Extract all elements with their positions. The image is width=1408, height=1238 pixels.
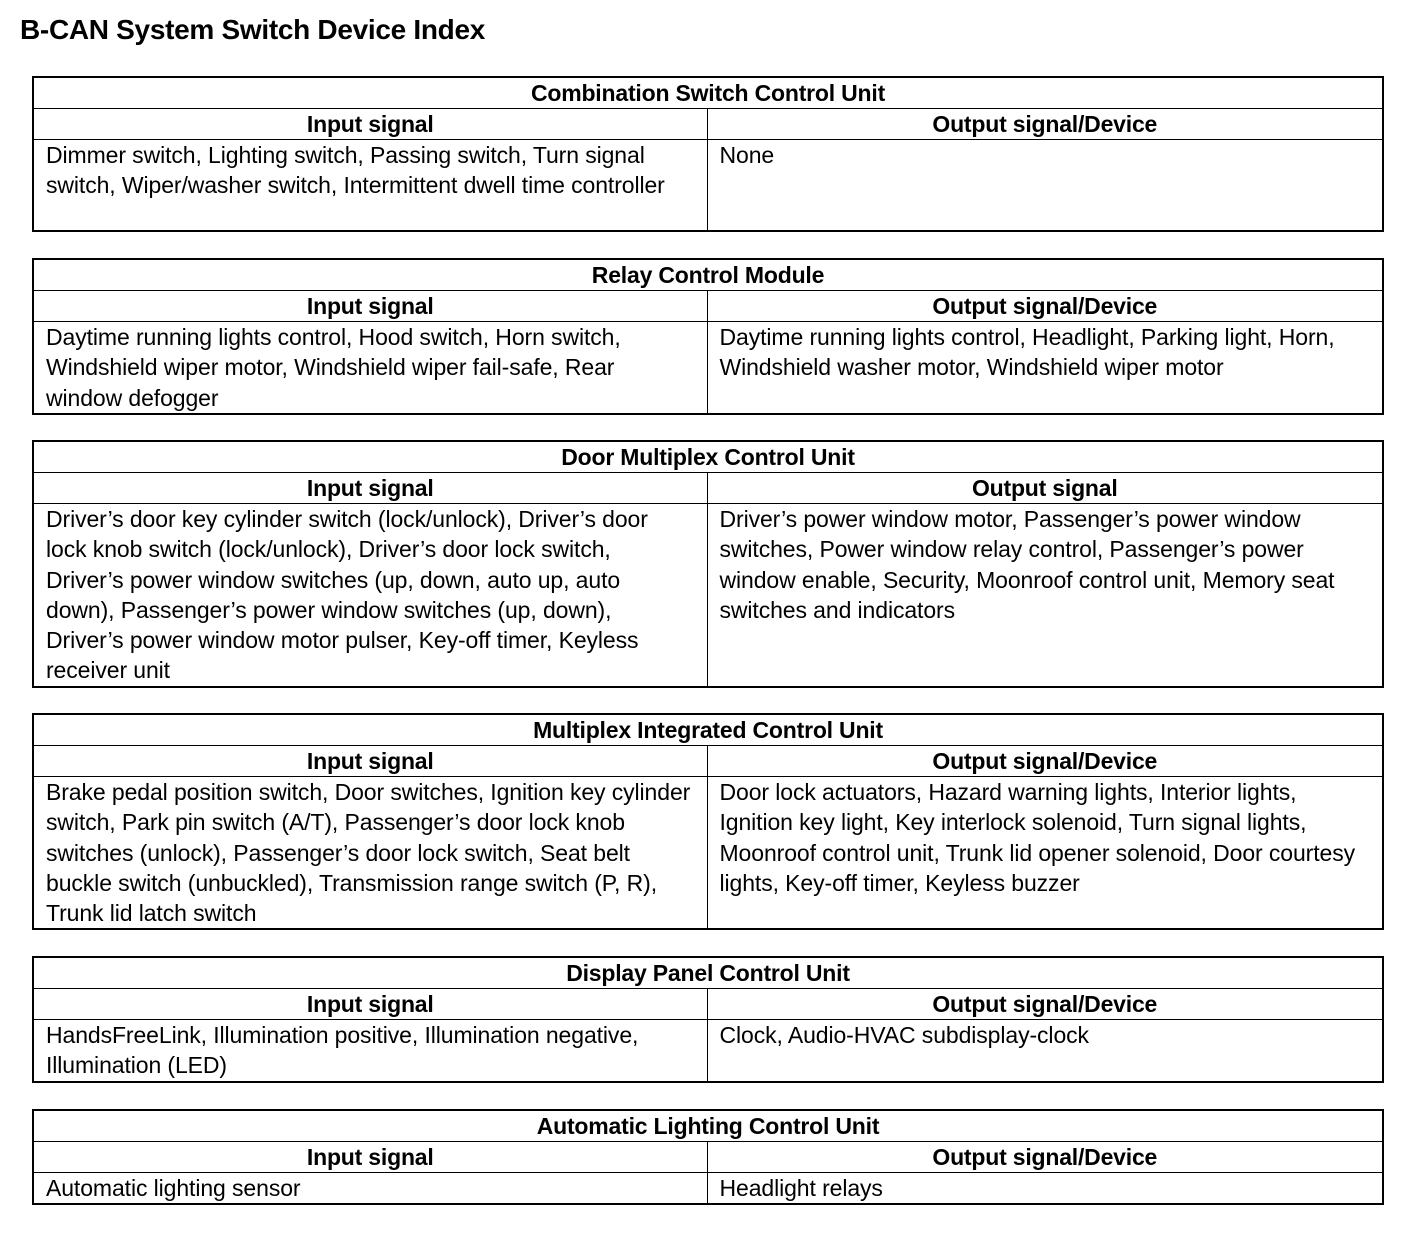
- input-signal-header: Input signal: [33, 109, 707, 140]
- input-signal-cell: Dimmer switch, Lighting switch, Passing switch, Turn signal switch, Wiper/washer switch, Intermittent dwell time controller: [33, 140, 707, 231]
- input-signal-cell: Driver’s door key cylinder switch (lock/unlock), Driver’s door lock knob switch (lock/unlock), Driver’s door lock switch, Driver’s power window switches (up, down, auto up, auto down), Passenger’s power window switches (up, down), Driver’s power window motor pulser, Key-off timer, Keyless receiver unit: [33, 504, 707, 687]
- table-title: Combination Switch Control Unit: [33, 77, 1383, 109]
- door-multiplex-table: [32, 440, 1384, 688]
- output-signal-header: Output signal: [707, 473, 1383, 504]
- output-signal-header: Output signal/Device: [707, 989, 1383, 1020]
- output-signal-header: Output signal/Device: [707, 1142, 1383, 1173]
- input-signal-header: Input signal: [33, 989, 707, 1020]
- table-title: Multiplex Integrated Control Unit: [33, 714, 1383, 746]
- input-signal-cell: Brake pedal position switch, Door switches, Ignition key cylinder switch, Park pin switch (A/T), Passenger’s door lock knob switches (unlock), Passenger’s door lock switch, Seat belt buckle switch (unbuckled), Transmission range switch (P, R), Trunk lid latch switch: [33, 777, 707, 930]
- output-signal-cell: None: [707, 140, 1383, 231]
- combination-switch-table: [32, 76, 1384, 232]
- display-panel-table: [32, 956, 1384, 1083]
- output-signal-cell: Daytime running lights control, Headlight, Parking light, Horn, Windshield washer motor, Windshield wiper motor: [707, 322, 1383, 414]
- input-signal-cell: HandsFreeLink, Illumination positive, Illumination negative, Illumination (LED): [33, 1020, 707, 1082]
- output-signal-header: Output signal/Device: [707, 109, 1383, 140]
- output-signal-cell: Clock, Audio-HVAC subdisplay-clock: [707, 1020, 1383, 1082]
- output-signal-header: Output signal/Device: [707, 746, 1383, 777]
- input-signal-header: Input signal: [33, 291, 707, 322]
- automatic-lighting-table: [32, 1109, 1384, 1205]
- input-signal-header: Input signal: [33, 746, 707, 777]
- output-signal-cell: Headlight relays: [707, 1173, 1383, 1205]
- output-signal-cell: Door lock actuators, Hazard warning lights, Interior lights, Ignition key light, Key interlock solenoid, Turn signal lights, Moonroof control unit, Trunk lid opener solenoid, Door courtesy lights, Key-off timer, Keyless buzzer: [707, 777, 1383, 930]
- output-signal-header: Output signal/Device: [707, 291, 1383, 322]
- input-signal-cell: Daytime running lights control, Hood switch, Horn switch, Windshield wiper motor, Windshield wiper fail-safe, Rear window defogger: [33, 322, 707, 414]
- input-signal-header: Input signal: [33, 1142, 707, 1173]
- input-signal-header: Input signal: [33, 473, 707, 504]
- table-title: Relay Control Module: [33, 259, 1383, 291]
- table-title: Door Multiplex Control Unit: [33, 441, 1383, 473]
- page-title: B-CAN System Switch Device Index: [20, 14, 485, 45]
- relay-control-module-table: [32, 258, 1384, 415]
- output-signal-cell: Driver’s power window motor, Passenger’s power window switches, Power window relay control, Passenger’s power window enable, Security, Moonroof control unit, Memory seat switches and indicators: [707, 504, 1383, 687]
- table-title: Display Panel Control Unit: [33, 957, 1383, 989]
- multiplex-integrated-table: [32, 713, 1384, 930]
- input-signal-cell: Automatic lighting sensor: [33, 1173, 707, 1205]
- table-title: Automatic Lighting Control Unit: [33, 1110, 1383, 1142]
